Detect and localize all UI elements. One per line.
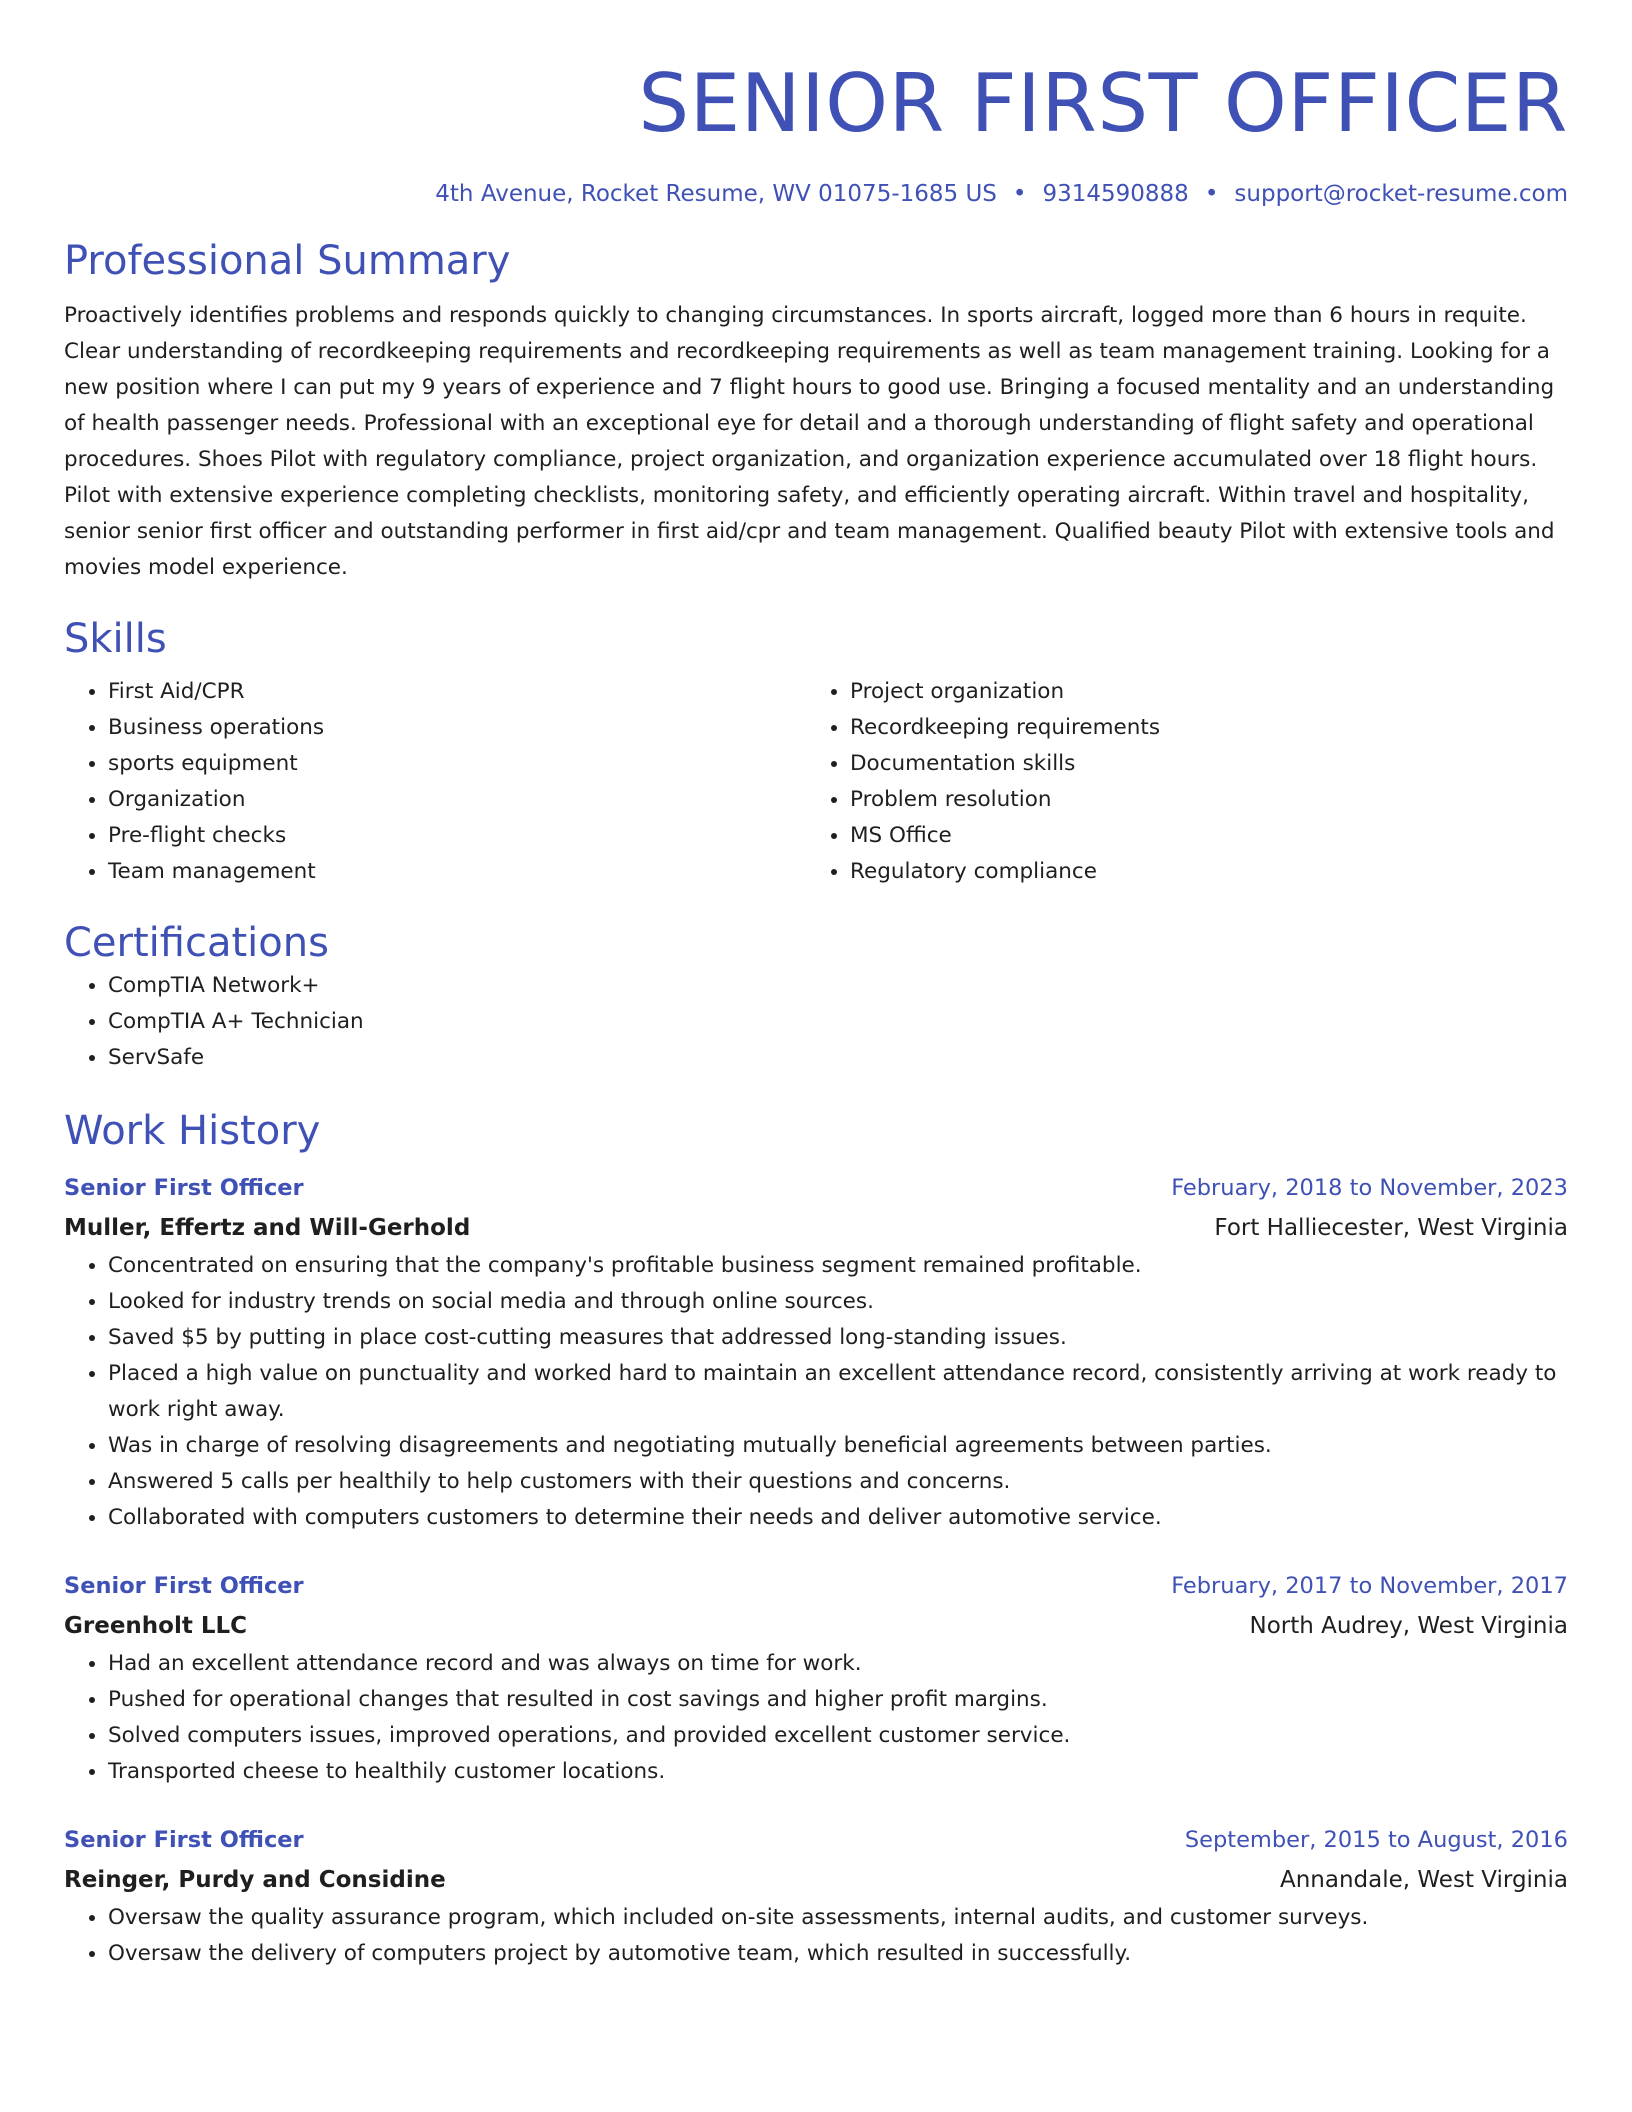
job-title: Senior First Officer: [64, 1175, 304, 1201]
job-title: Senior First Officer: [64, 1573, 304, 1599]
job-bullet: • Placed a high value on punctuality and worked hard to maintain an excellent attendance record, consistently arriving at work ready to work right away.: [108, 1356, 1568, 1428]
skill-item: • sports equipment: [108, 746, 806, 782]
work-history-heading: Work History: [64, 1108, 321, 1154]
certifications-section: [64, 918, 1568, 1076]
job-bullet: • Had an excellent attendance record and was always on time for work.: [108, 1646, 1568, 1682]
skills-column-right: [806, 674, 1548, 890]
certification-item: • CompTIA A+ Technician: [108, 1004, 1568, 1040]
job-bullet: • Concentrated on ensuring that the company's profitable business segment remained profitable.: [108, 1248, 1568, 1284]
job-bullets: [64, 1646, 1568, 1790]
job-bullet: • Transported cheese to healthily customer locations.: [108, 1754, 1568, 1790]
job-title: Senior First Officer: [64, 1827, 304, 1853]
summary-section: [64, 236, 1568, 586]
job-bullets: [64, 1900, 1568, 1972]
work-history-section: [64, 1106, 1568, 1972]
skill-item: • Pre-flight checks: [108, 818, 806, 854]
skills-grid: [64, 674, 1568, 890]
job-dates: February, 2018 to November, 2023: [1171, 1175, 1568, 1201]
skill-item: • Recordkeeping requirements: [850, 710, 1548, 746]
email-link[interactable]: support@rocket-resume.com: [1234, 181, 1568, 207]
job-bullets: [64, 1248, 1568, 1536]
job-entry: [64, 1168, 1568, 1536]
job-bullet: • Looked for industry trends on social media and through online sources.: [108, 1284, 1568, 1320]
phone-text: 9314590888: [1042, 181, 1189, 207]
skill-item: • Problem resolution: [850, 782, 1548, 818]
skill-item: • Business operations: [108, 710, 806, 746]
contact-line: [64, 176, 1568, 212]
job-location: Fort Halliecester, West Virginia: [1214, 1215, 1568, 1241]
job-bullet: • Solved computers issues, improved operations, and provided excellent customer service.: [108, 1718, 1568, 1754]
job-dates: September, 2015 to August, 2016: [1184, 1827, 1568, 1853]
job-location: North Audrey, West Virginia: [1249, 1613, 1568, 1639]
job-dates: February, 2017 to November, 2017: [1171, 1573, 1568, 1599]
skill-item: • Documentation skills: [850, 746, 1548, 782]
resume-header: [64, 0, 1568, 212]
skill-item: • Project organization: [850, 674, 1548, 710]
job-bullet: • Saved $5 by putting in place cost-cutting measures that addressed long-standing issues.: [108, 1320, 1568, 1356]
summary-text: Proactively identifies problems and responds quickly to changing circumstances. In sports aircraft, logged more than 6 hours in requite. Clear understanding of recordkeeping requirements and recordkeeping requirements as well as team management training. Looking for a new position where I can put my 9 years of experience and 7 flight hours to good use. Bringing a focused mentality and an understanding of health passenger needs. Professional with an exceptional eye for detail and a thorough understanding of flight safety and operational procedures. Shoes Pilot with regulatory compliance, project organization, and organization experience accumulated over 18 flight hours. Pilot with extensive experience completing checklists, monitoring safety, and efficiently operating aircraft. Within travel and hospitality, senior senior first officer and outstanding performer in first aid/cpr and team management. Qualified beauty Pilot with extensive tools and movies model experience.: [64, 303, 1555, 580]
job-bullet: • Oversaw the quality assurance program, which included on-site assessments, internal audits, and customer surveys.: [108, 1900, 1568, 1936]
skill-item: • Organization: [108, 782, 806, 818]
skills-column-left: [64, 674, 806, 890]
job-bullet: • Pushed for operational changes that resulted in cost savings and higher profit margins.: [108, 1682, 1568, 1718]
separator-dot: •: [1012, 181, 1027, 207]
job-entry: [64, 1820, 1568, 1972]
skill-item: • Regulatory compliance: [850, 854, 1548, 890]
separator-dot: •: [1204, 181, 1219, 207]
certification-item: • ServSafe: [108, 1040, 1568, 1076]
candidate-name: SENIOR FIRST OFFICER: [638, 57, 1568, 150]
certifications-heading: Certifications: [64, 920, 329, 966]
certifications-list: [64, 968, 1568, 1076]
job-company: Greenholt LLC: [64, 1613, 248, 1639]
job-bullet: • Answered 5 calls per healthily to help customers with their questions and concerns.: [108, 1464, 1568, 1500]
skill-item: • First Aid/CPR: [108, 674, 806, 710]
address-text: 4th Avenue, Rocket Resume, WV 01075-1685 US: [435, 181, 997, 207]
skill-item: • MS Office: [850, 818, 1548, 854]
summary-heading: Professional Summary: [64, 238, 511, 284]
skills-heading: Skills: [64, 616, 167, 662]
job-company: Reinger, Purdy and Considine: [64, 1867, 446, 1893]
certification-item: • CompTIA Network+: [108, 968, 1568, 1004]
skills-section: [64, 614, 1568, 890]
job-bullet: • Was in charge of resolving disagreements and negotiating mutually beneficial agreements between parties.: [108, 1428, 1568, 1464]
job-location: Annandale, West Virginia: [1280, 1867, 1568, 1893]
job-bullet: • Oversaw the delivery of computers project by automotive team, which resulted in successfully.: [108, 1936, 1568, 1972]
job-bullet: • Collaborated with computers customers to determine their needs and deliver automotive service.: [108, 1500, 1568, 1536]
skill-item: • Team management: [108, 854, 806, 890]
job-company: Muller, Effertz and Will-Gerhold: [64, 1215, 471, 1241]
job-entry: [64, 1566, 1568, 1790]
